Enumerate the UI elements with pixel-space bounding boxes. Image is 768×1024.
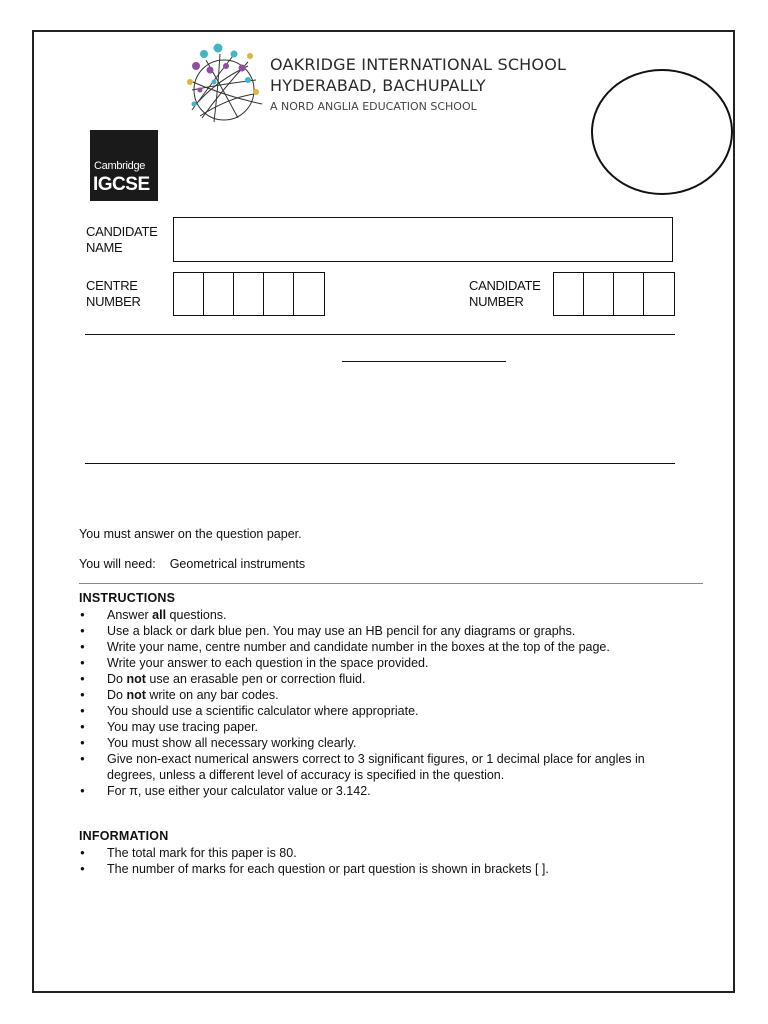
information-list (79, 845, 679, 877)
instruction-item (79, 735, 679, 751)
instruction-text: You must show all necessary working clearly. (107, 736, 357, 750)
instruction-item (79, 655, 679, 671)
candidate-number-label (469, 278, 540, 310)
school-location: HYDERABAD, BACHUPALLY (270, 76, 486, 95)
label-line: NAME (86, 240, 123, 255)
digit-box[interactable] (554, 273, 584, 315)
digit-box[interactable] (294, 273, 324, 315)
information-item: ● The number of marks for each question or part question is shown in brackets [ ]. (79, 861, 679, 877)
instruction-item (79, 687, 679, 703)
instruction-text: Give non-exact numerical answers correct to 3 significant figures, or 1 decimal place for angles in degrees, unless a different level of accuracy is specified in the question. (107, 752, 645, 782)
logo-text-small: Cambridge (94, 160, 146, 172)
instruction-item (79, 751, 679, 783)
school-heading (270, 54, 566, 113)
instruction-text: use an erasable pen or correction fluid. (145, 672, 366, 686)
school-logo-icon (178, 40, 270, 126)
label-line: CANDIDATE (86, 224, 158, 239)
instruction-text: For π, use either your calculator value or 3.142. (107, 784, 371, 798)
instruction-text: write on any bar codes. (145, 688, 279, 702)
candidate-name-label (86, 224, 157, 256)
digit-box[interactable] (234, 273, 264, 315)
centre-number-label (86, 278, 141, 310)
cambridge-igcse-logo (90, 130, 158, 201)
school-name: OAKRIDGE INTERNATIONAL SCHOOL (270, 55, 567, 74)
digit-box[interactable] (614, 273, 644, 315)
instruction-text: You should use a scientific calculator where appropriate. (107, 704, 419, 718)
label-line: NUMBER (86, 294, 141, 309)
candidate-name-box[interactable] (173, 217, 673, 262)
instruction-text: You may use tracing paper. (107, 720, 259, 734)
label-line: CENTRE (86, 278, 138, 293)
emphasis-text: all (152, 608, 167, 622)
instruction-item (79, 639, 679, 655)
instruction-item (79, 783, 679, 799)
instruction-text: Use a black or dark blue pen. You may use an HB pencil for any diagrams or graphs. (107, 624, 576, 638)
divider-bottom (85, 463, 675, 464)
label-line: NUMBER (469, 294, 524, 309)
instruction-text: Write your answer to each question in the space provided. (107, 656, 429, 670)
centre-number-boxes (173, 272, 325, 316)
digit-box[interactable] (204, 273, 234, 315)
answer-instruction: You must answer on the question paper. (79, 527, 302, 541)
instruction-text: Answer (107, 608, 153, 622)
instruction-item (79, 623, 679, 639)
instruction-text: Do (107, 672, 127, 686)
school-affiliation: A NORD ANGLIA EDUCATION SCHOOL (270, 100, 477, 113)
instruction-text: Write your name, centre number and candidate number in the boxes at the top of the page. (107, 640, 610, 654)
equipment-label: You will need: (79, 557, 156, 571)
instruction-text: Do (107, 688, 127, 702)
emphasis-text: not (126, 672, 146, 686)
instruction-item (79, 719, 679, 735)
label-line: CANDIDATE (469, 278, 541, 293)
digit-box[interactable] (644, 273, 674, 315)
digit-box[interactable] (174, 273, 204, 315)
instruction-item (79, 607, 679, 623)
digit-box[interactable] (584, 273, 614, 315)
instruction-item (79, 671, 679, 687)
digit-box[interactable] (264, 273, 294, 315)
logo-text-big: IGCSE (93, 174, 150, 195)
instruction-item (79, 703, 679, 719)
instruction-text: questions. (166, 608, 227, 622)
instructions-heading: INSTRUCTIONS (79, 591, 176, 605)
equipment-value: Geometrical instruments (169, 557, 306, 571)
equipment-line (79, 557, 305, 571)
candidate-number-boxes (553, 272, 675, 316)
information-heading: INFORMATION (79, 829, 169, 843)
information-item: ● The total mark for this paper is 80. (79, 845, 679, 861)
instructions-list (79, 607, 679, 799)
divider-top (85, 334, 675, 335)
title-underline (342, 361, 506, 362)
section-divider (79, 583, 703, 584)
photo-oval (591, 69, 733, 195)
emphasis-text: not (126, 688, 146, 702)
